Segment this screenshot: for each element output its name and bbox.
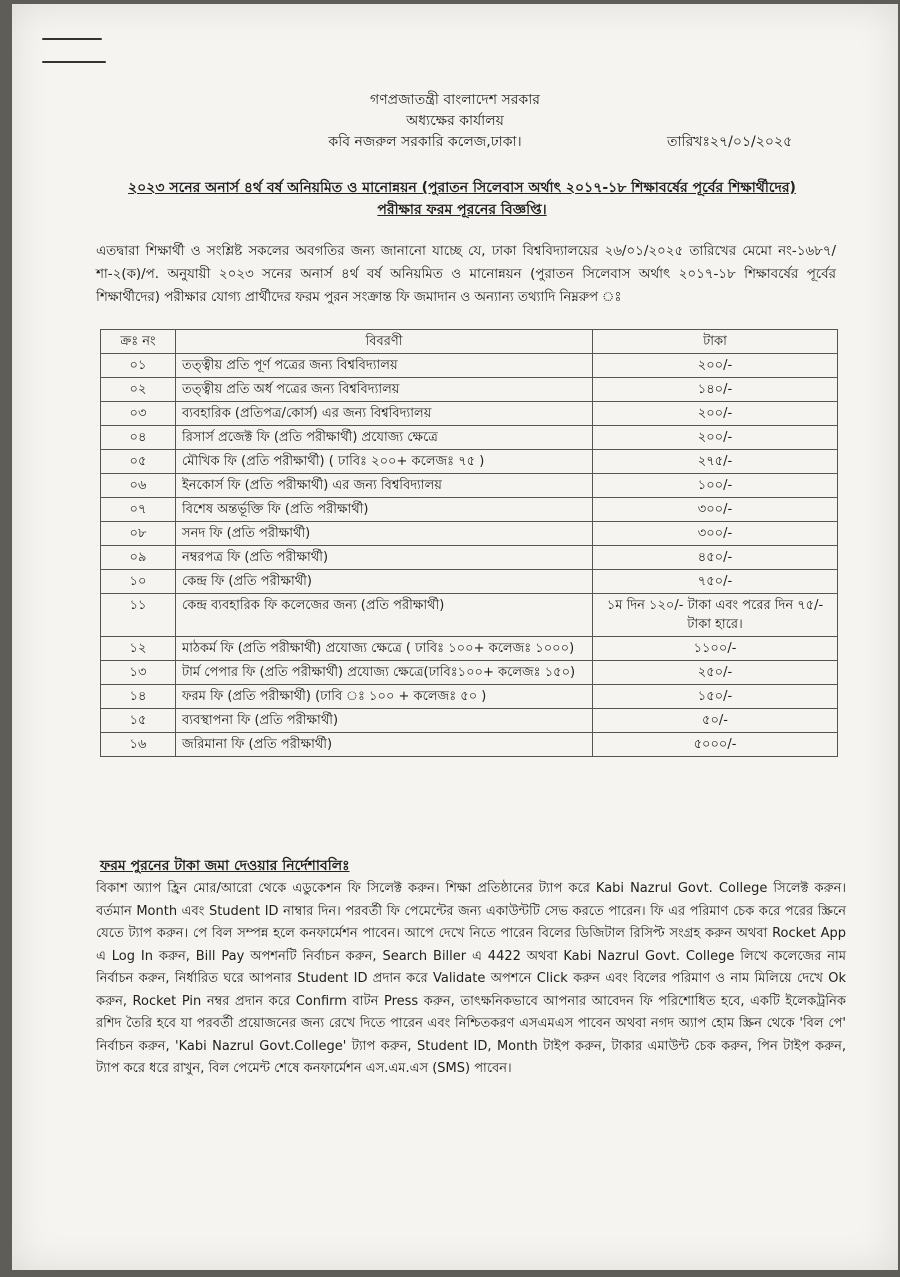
serial-cell: ১৬	[101, 733, 176, 757]
notice-date: তারিখঃ২৭/০১/২০২৫	[667, 134, 793, 150]
serial-cell: ১০	[101, 570, 176, 594]
serial-cell: ০৬	[101, 474, 176, 498]
amount-cell: ২৭৫/-	[593, 450, 838, 474]
description-cell: তত্ত্বীয় প্রতি অর্ধ পত্রের জন্য বিশ্ববিদ্যালয়	[176, 378, 593, 402]
table-row	[101, 733, 838, 757]
description-cell: ব্যবহারিক (প্রতিপত্র/কোর্স) এর জন্য বিশ্ববিদ্যালয়	[176, 402, 593, 426]
table-row	[101, 450, 838, 474]
description-cell: কেন্দ্র ফি (প্রতি পরীক্ষার্থী)	[176, 570, 593, 594]
serial-cell: ০২	[101, 378, 176, 402]
table-row	[101, 546, 838, 570]
amount-cell: ১৫০/-	[593, 685, 838, 709]
serial-cell: ০১	[101, 354, 176, 378]
table-row	[101, 426, 838, 450]
description-cell: টার্ম পেপার ফি (প্রতি পরীক্ষার্থী) প্রযোজ্য ক্ষেত্রে(ঢাবিঃ১০০+ কলেজঃ ১৫০)	[176, 661, 593, 685]
table-row	[101, 402, 838, 426]
amount-cell: ১১০০/-	[593, 637, 838, 661]
serial-cell: ১৩	[101, 661, 176, 685]
table-row	[101, 474, 838, 498]
description-cell: মাঠকর্ম ফি (প্রতি পরীক্ষার্থী) প্রযোজ্য ক্ষেত্রে ( ঢাবিঃ ১০০+ কলেজঃ ১০০০)	[176, 637, 593, 661]
serial-cell: ১১	[101, 594, 176, 637]
amount-cell: ১ম দিন ১২০/- টাকা এবং পরের দিন ৭৫/- টাকা হারে।	[593, 594, 838, 637]
description-cell: ইনকোর্স ফি (প্রতি পরীক্ষার্থী) এর জন্য বিশ্ববিদ্যালয়	[176, 474, 593, 498]
amount-cell: ৭৫০/-	[593, 570, 838, 594]
amount-cell: ৫০/-	[593, 709, 838, 733]
notice-title	[92, 177, 832, 221]
description-cell: ব্যবস্থাপনা ফি (প্রতি পরীক্ষার্থী)	[176, 709, 593, 733]
table-row	[101, 570, 838, 594]
instructions-body: বিকাশ অ্যাপ হ্রিন মোর/আরো থেকে এডুকেশন ফি সিলেক্ট করুন। শিক্ষা প্রতিষ্ঠানের ট্যাপ করে Kabi Nazrul Govt. College সিলেক্ট করুন। বর্তমান Month এবং Student ID নাম্বার দিন। পরবর্তী ফি পেমেন্টের জন্য একাউন্টটি সেভ করতে পারেন। ফি এর পরিমাণ চেক করে পরের স্ক্রিনে যেতে ট্যাপ করুন। পে বিল সম্পন্ন হলে কনফার্মেশন পাবেন। আপে দেখে নিতে পারেন বিলের ডিজিটাল রিসিপ্ট সংগ্রহ করুন অথবা Rocket App এ Log In করুন, Bill Pay অপশনটি নির্বাচন করুন, Search Biller এ 4422 অথবা Kabi Nazrul Govt. College লিখে কলেজের নাম নির্বাচন করুন, নির্ধারিত ঘরে আপনার Student ID প্রদান করে Validate অপশনে Click করুন এবং বিলের পরিমাণ ও নাম মিলিয়ে দেখে Ok করুন, Rocket Pin নম্বর প্রদান করে Confirm বাটন Press করুন, তাৎক্ষনিকভাবে আপনার আবেদন ফি পরিশোধিত হবে, একটি ইলেকট্রনিক রশিদ তৈরি হবে যা পরবর্তী প্রয়োজনের জন্য রেখে দিতে পারেন এবং নিশ্চিতকরণ এসএমএস পাবেন অথবা নগদ অ্যাপ হোম স্ক্রিন থেকে 'বিল পে' নির্বাচন করুন, 'Kabi Nazrul Govt.College' ট্যাপ করুন, Student ID, Month টাইপ করুন, টাকার এমাউন্ট চেক করুন, পিন টাইপ করুন, ট্যাপ করে ধরে রাখুন, বিল পেমেন্ট শেষে কনফার্মেশন এস.এম.এস (SMS) পাবেন।	[96, 881, 846, 1076]
amount-cell: ২০০/-	[593, 426, 838, 450]
table-row	[101, 378, 838, 402]
serial-cell: ০৩	[101, 402, 176, 426]
table-row	[101, 709, 838, 733]
fee-table-body	[101, 354, 838, 757]
serial-cell: ০৫	[101, 450, 176, 474]
description-cell: নম্বরপত্র ফি (প্রতি পরীক্ষার্থী)	[176, 546, 593, 570]
table-row	[101, 661, 838, 685]
table-row	[101, 522, 838, 546]
office-name: অধ্যক্ষের কার্যালয়	[406, 113, 504, 129]
title-line-1: ২০২৩ সনের অনার্স ৪র্থ বর্ষ অনিয়মিত ও মানোন্নয়ন (পুরাতন সিলেবাস অর্থাৎ ২০১৭-১৮ শিক্ষাবর্ষের পূর্বের শিক্ষার্থীদের)	[128, 180, 796, 196]
amount-cell: ১৪০/-	[593, 378, 838, 402]
description-cell: ফরম ফি (প্রতি পরীক্ষার্থী) (ঢাবি ঃ ১০০ + কলেজঃ ৫০ )	[176, 685, 593, 709]
description-cell: তত্ত্বীয় প্রতি পূর্ণ পত্রের জন্য বিশ্ববিদ্যালয়	[176, 354, 593, 378]
amount-cell: ১০০/-	[593, 474, 838, 498]
description-cell: বিশেষ অন্তর্ভূক্তি ফি (প্রতি পরীক্ষার্থী)	[176, 498, 593, 522]
description-cell: রিসার্স প্রজেক্ট ফি (প্রতি পরীক্ষার্থী) প্রযোজ্য ক্ষেত্রে	[176, 426, 593, 450]
amount-cell: ৫০০০/-	[593, 733, 838, 757]
amount-cell: ৪৫০/-	[593, 546, 838, 570]
serial-cell: ০৭	[101, 498, 176, 522]
serial-cell: ০৮	[101, 522, 176, 546]
description-cell: মৌখিক ফি (প্রতি পরীক্ষার্থী) ( ঢাবিঃ ২০০+ কলেজঃ ৭৫ )	[176, 450, 593, 474]
amount-cell: ৩০০/-	[593, 498, 838, 522]
government-name: গণপ্রজাতন্ত্রী বাংলাদেশ সরকার	[370, 92, 540, 108]
institution-name: কবি নজরুল সরকারি কলেজ,ঢাকা।	[328, 134, 522, 150]
amount-cell: ৩০০/-	[593, 522, 838, 546]
table-row	[101, 685, 838, 709]
amount-cell: ২০০/-	[593, 354, 838, 378]
scan-mark	[42, 38, 102, 40]
table-header-row	[101, 330, 838, 354]
title-line-2: পরীক্ষার ফরম পূরনের বিজ্ঞপ্তি।	[377, 202, 547, 218]
serial-cell: ১৪	[101, 685, 176, 709]
description-cell: সনদ ফি (প্রতি পরীক্ষার্থী)	[176, 522, 593, 546]
serial-cell: ০৯	[101, 546, 176, 570]
scan-mark	[42, 61, 106, 63]
notice-paper	[12, 4, 898, 1270]
column-header-amount: টাকা	[593, 330, 838, 354]
table-row	[101, 498, 838, 522]
column-header-description: বিবরণী	[176, 330, 593, 354]
table-row	[101, 354, 838, 378]
serial-cell: ১৫	[101, 709, 176, 733]
column-header-serial: ক্রঃ নং	[101, 330, 176, 354]
amount-cell: ২০০/-	[593, 402, 838, 426]
serial-cell: ১২	[101, 637, 176, 661]
intro-paragraph: এতদ্বারা শিক্ষার্থী ও সংশ্লিষ্ট সকলের অবগতির জন্য জানানো যাচ্ছে যে, ঢাকা বিশ্ববিদ্যালয়ের ২৬/০১/২০২৫ তারিখের মেমো নং-১৬৮৭/শা-২(ক)/প. অনুযায়ী ২০২৩ সনের অনার্স ৪র্থ বর্ষ অনিয়মিত ও মানোন্নয়ন (পুরাতন সিলেবাস অর্থাৎ ২০১৭-১৮ শিক্ষাবর্ষের পূর্বের শিক্ষার্থীদের) পরীক্ষার যোগ্য প্রার্থীদের ফরম পুরন সংক্রান্ত ফি জমাদান ও অন্যান্য তথ্যাদি নিম্নরুপ ঃ	[96, 244, 836, 305]
table-row	[101, 637, 838, 661]
fee-table	[100, 329, 838, 757]
amount-cell: ২৫০/-	[593, 661, 838, 685]
description-cell: কেন্দ্র ব্যবহারিক ফি কলেজের জন্য (প্রতি পরীক্ষার্থী)	[176, 594, 593, 637]
instructions-heading: ফরম পুরনের টাকা জমা দেওয়ার নির্দেশাবলিঃ	[100, 858, 350, 874]
description-cell: জরিমানা ফি (প্রতি পরীক্ষার্থী)	[176, 733, 593, 757]
table-row	[101, 594, 838, 637]
serial-cell: ০৪	[101, 426, 176, 450]
